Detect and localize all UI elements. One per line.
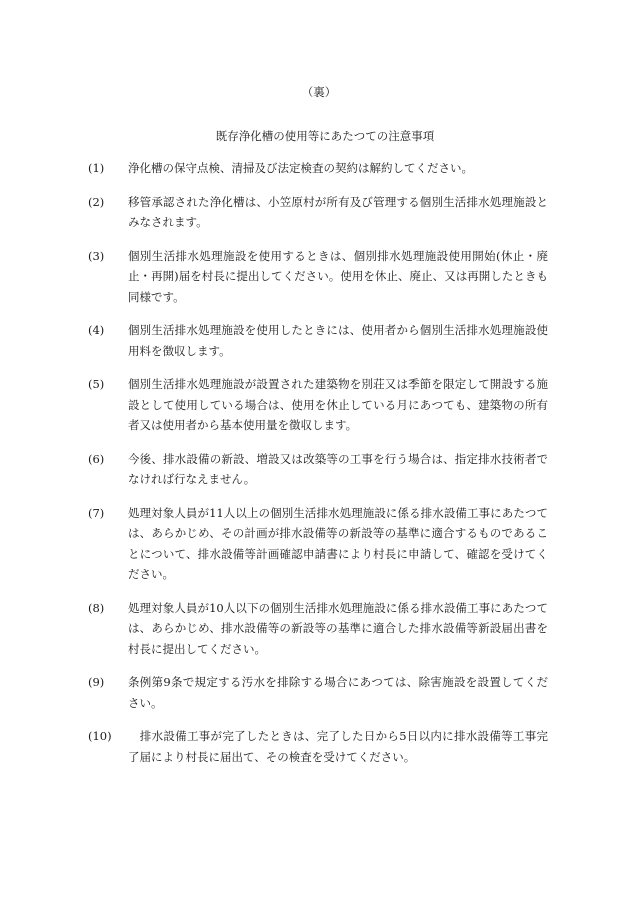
- note-text: 条例第9条で規定する汚水を排除する場合にあつては、除害施設を設置してください。: [128, 675, 548, 710]
- note-number: (1): [88, 161, 105, 175]
- note-item: [88, 449, 548, 490]
- note-item: [88, 246, 548, 308]
- note-item: [88, 503, 548, 585]
- note-text: 移管承認された浄化槽は、小笠原村が所有及び管理する個別生活排水処理施設とみなされます。: [128, 194, 548, 229]
- note-text: 今後、排水設備の新設、増設又は改築等の工事を行う場合は、指定排水技術者でなければ行なえません。: [128, 451, 548, 486]
- note-text: 処理対象人員が11人以上の個別生活排水処理施設に係る排水設備工事にあたつては、あらかじめ、その計画が排水設備等の新設等の基準に適合するものであることについて、排水設備等計画確認申請書により村長に申請して、確認を受けてください。: [128, 505, 548, 581]
- note-number: (2): [88, 194, 105, 209]
- note-text: 処理対象人員が10人以下の個別生活排水処理施設に係る排水設備工事にあたつては、あらかじめ、排水設備等の新設等の基準に適合した排水設備等新設届出書を村長に提出してください。: [128, 600, 548, 656]
- note-number: (7): [88, 505, 105, 520]
- note-text: 個別生活排水処理施設が設置された建築物を別荘又は季節を限定して開設する施設として使用している場合は、使用を休止している月にあつても、建築物の所有者又は使用者から基本使用量を徴収します。: [128, 377, 548, 432]
- document-title: 既存浄化槽の使用等にあたつての注意事項: [215, 129, 435, 143]
- note-number: (3): [88, 248, 105, 263]
- note-number: (6): [88, 451, 105, 466]
- note-text: 排水設備工事が完了したときは、完了した日から5日以内に排水設備等工事完了届により村長に届出て、その検査を受けてください。: [128, 729, 548, 764]
- page-side-label: （裏）: [301, 85, 337, 99]
- notes-list: [88, 158, 548, 780]
- note-item: [88, 672, 548, 713]
- note-item: [88, 192, 548, 233]
- note-number: (5): [88, 377, 105, 391]
- note-number: (9): [88, 675, 105, 689]
- note-item: [88, 320, 548, 361]
- note-item: [88, 598, 548, 660]
- note-item: [88, 726, 548, 767]
- note-number: (8): [88, 600, 105, 615]
- note-item: [88, 374, 548, 436]
- note-text: 個別生活排水処理施設を使用するときは、個別排水処理施設使用開始(休止・廃止・再開)届を村長に提出してください。使用を休止、廃止、又は再開したときも同様です。: [128, 248, 548, 304]
- note-text: 個別生活排水処理施設を使用したときには、使用者から個別生活排水処理施設使用料を徴収します。: [128, 323, 548, 358]
- note-text: 浄化槽の保守点検、清掃及び法定検査の契約は解約してください。: [128, 161, 473, 175]
- note-number: (10): [88, 729, 112, 743]
- note-number: (4): [88, 323, 105, 337]
- note-item: [88, 158, 548, 179]
